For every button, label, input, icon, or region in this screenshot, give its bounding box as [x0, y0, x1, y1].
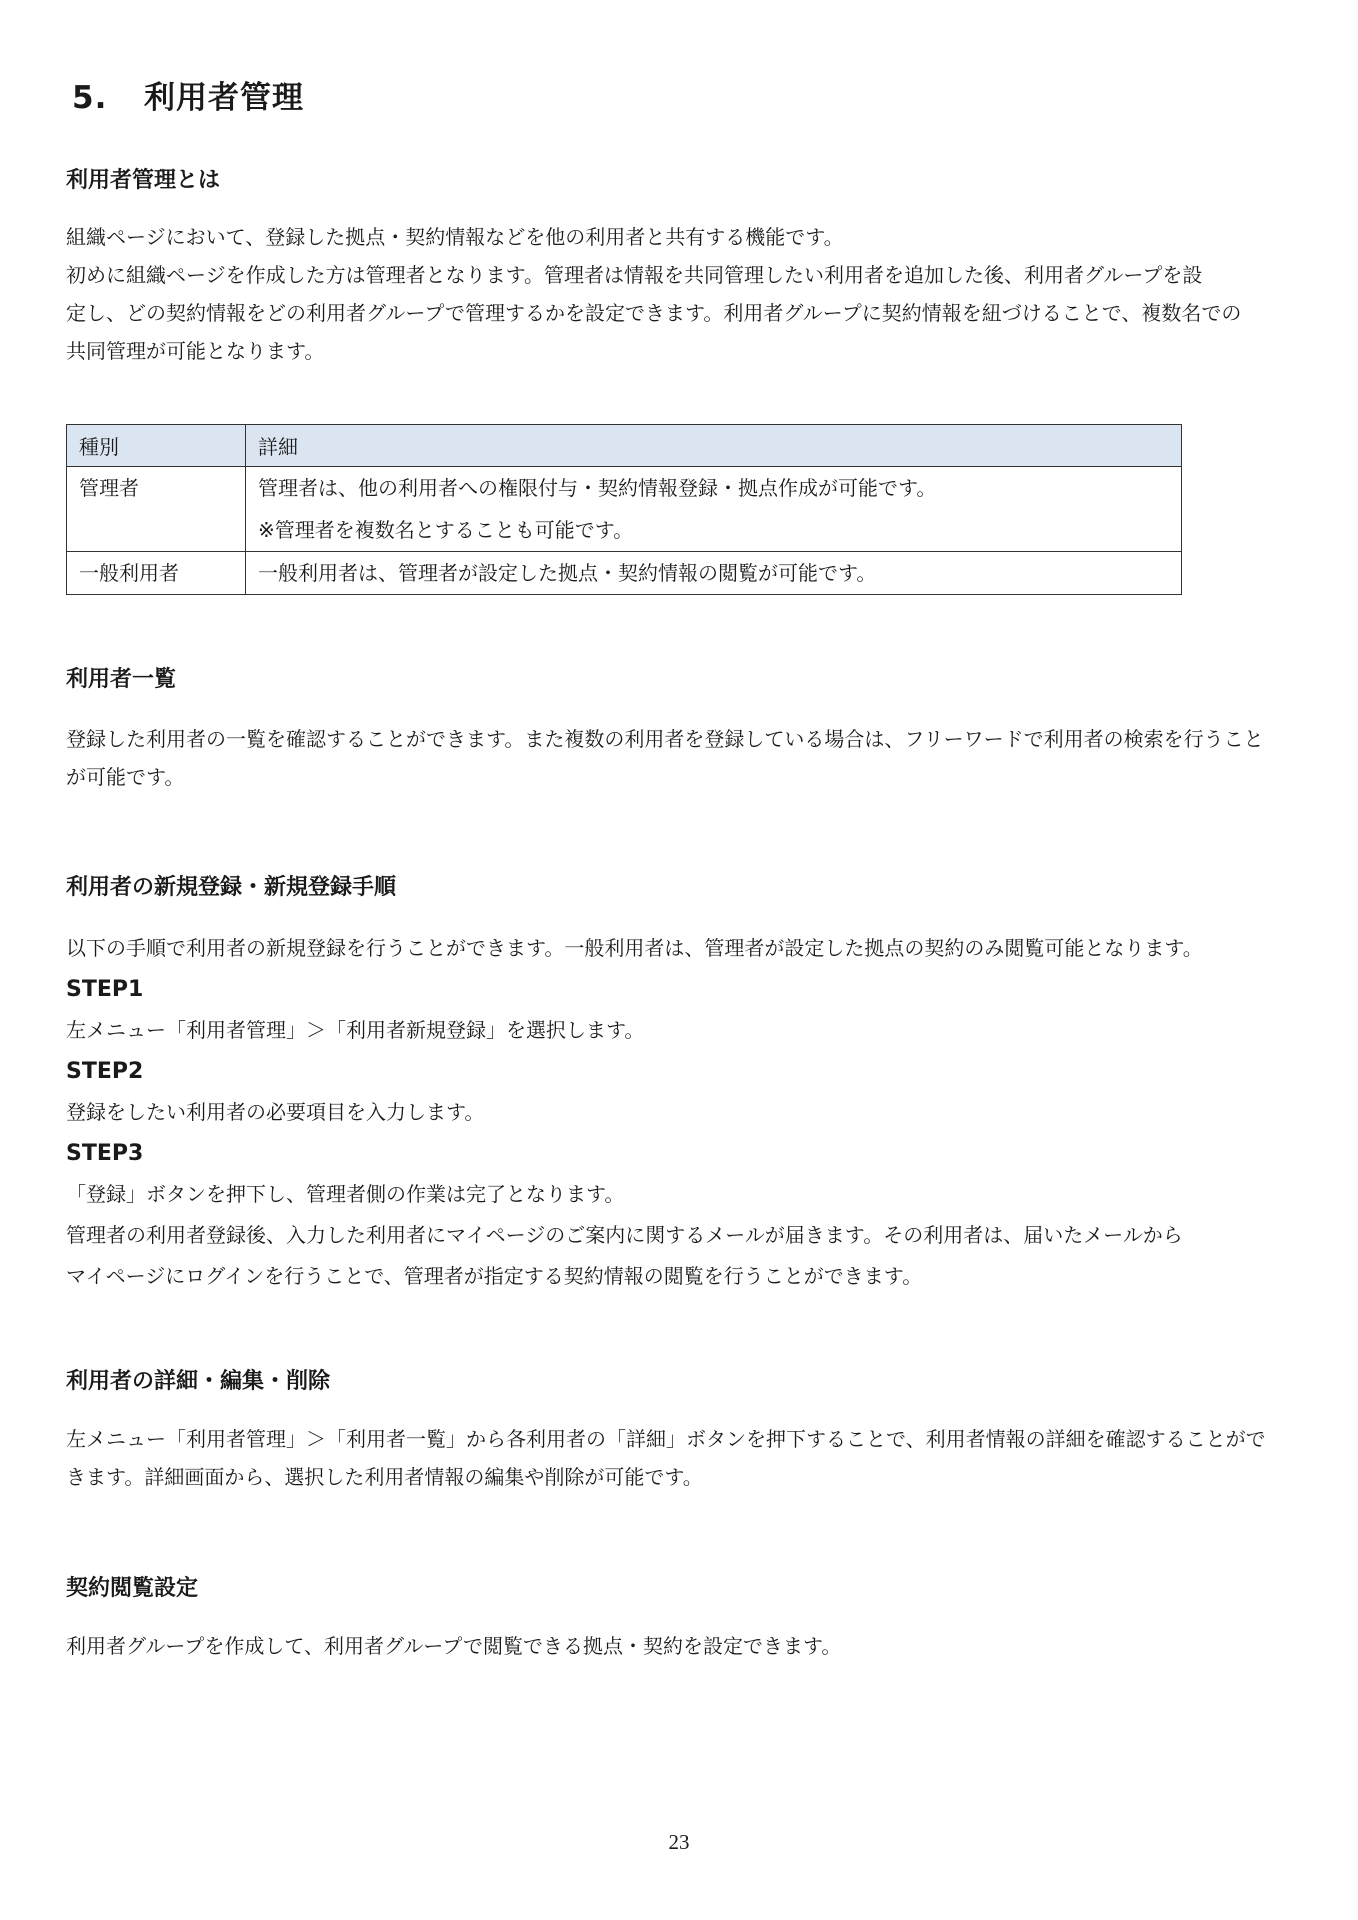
- step-text: 「登録」ボタンを押下し、管理者側の作業は完了となります。: [66, 1182, 625, 1206]
- step-label: STEP1: [66, 977, 144, 1002]
- table-cell-type: 一般利用者: [67, 552, 246, 595]
- detail-line: 一般利用者は、管理者が設定した拠点・契約情報の閲覧が可能です。: [258, 561, 877, 585]
- paragraph-line: 管理者の利用者登録後、入力した利用者にマイページのご案内に関するメールが届きます。その利用者は、届いたメールから: [66, 1223, 1183, 1247]
- chapter-title: [72, 72, 304, 117]
- section-heading-overview: 利用者管理とは: [66, 168, 221, 193]
- detail-edit-delete-paragraph: [66, 1420, 1306, 1496]
- step-label: STEP2: [66, 1059, 144, 1084]
- table-header-row: [67, 425, 1182, 467]
- table-cell-detail: [246, 467, 1182, 552]
- table-header-type: 種別: [67, 425, 246, 467]
- user-list-paragraph: [66, 720, 1306, 796]
- table-cell-type: 管理者: [67, 467, 246, 552]
- paragraph-line: 利用者グループを作成して、利用者グループで閲覧できる拠点・契約を設定できます。: [66, 1634, 842, 1658]
- table-row: [67, 467, 1182, 552]
- step-text: 登録をしたい利用者の必要項目を入力します。: [66, 1100, 485, 1124]
- paragraph-line: 初めに組織ページを作成した方は管理者となります。管理者は情報を共同管理したい利用者を追加した後、利用者グループを設: [66, 263, 1203, 287]
- step-label: STEP3: [66, 1141, 144, 1166]
- paragraph-line: マイページにログインを行うことで、管理者が指定する契約情報の閲覧を行うことができます。: [66, 1264, 923, 1288]
- detail-line: 管理者は、他の利用者への権限付与・契約情報登録・拠点作成が可能です。: [258, 476, 937, 500]
- role-table: [66, 424, 1182, 595]
- contract-view-settings-paragraph: [66, 1627, 1306, 1665]
- section-heading-contract-view-settings: 契約閲覧設定: [66, 1576, 199, 1601]
- paragraph-line: が可能です。: [66, 765, 185, 789]
- overview-paragraph: [66, 218, 1306, 370]
- page-number: 23: [668, 1830, 690, 1854]
- paragraph-line: 定し、どの契約情報をどの利用者グループで管理するかを設定できます。利用者グループに契約情報を紐づけることで、複数名での: [66, 301, 1242, 325]
- section-heading-user-list: 利用者一覧: [66, 667, 177, 692]
- paragraph-line: 左メニュー「利用者管理」＞「利用者一覧」から各利用者の「詳細」ボタンを押下することで、利用者情報の詳細を確認することがで: [66, 1427, 1266, 1451]
- section-heading-detail-edit-delete: 利用者の詳細・編集・削除: [66, 1369, 331, 1394]
- paragraph-line: 登録した利用者の一覧を確認することができます。また複数の利用者を登録している場合は、フリーワードで利用者の検索を行うこと: [66, 727, 1264, 751]
- table-cell-detail: [246, 552, 1182, 595]
- step-text: 左メニュー「利用者管理」＞「利用者新規登録」を選択します。: [66, 1018, 645, 1042]
- chapter-title-text: 利用者管理: [144, 80, 304, 116]
- table-header-detail: 詳細: [246, 425, 1182, 467]
- paragraph-line: 以下の手順で利用者の新規登録を行うことができます。一般利用者は、管理者が設定した拠点の契約のみ閲覧可能となります。: [66, 936, 1203, 960]
- paragraph-line: 組織ページにおいて、登録した拠点・契約情報などを他の利用者と共有する機能です。: [66, 225, 844, 249]
- section-heading-registration: 利用者の新規登録・新規登録手順: [66, 875, 397, 900]
- detail-line: ※管理者を複数名とすることも可能です。: [258, 518, 634, 542]
- paragraph-line: 共同管理が可能となります。: [66, 339, 325, 363]
- chapter-number: 5.: [72, 80, 108, 116]
- paragraph-line: きます。詳細画面から、選択した利用者情報の編集や削除が可能です。: [66, 1465, 703, 1489]
- table-row: [67, 552, 1182, 595]
- registration-paragraph: [66, 928, 1306, 1297]
